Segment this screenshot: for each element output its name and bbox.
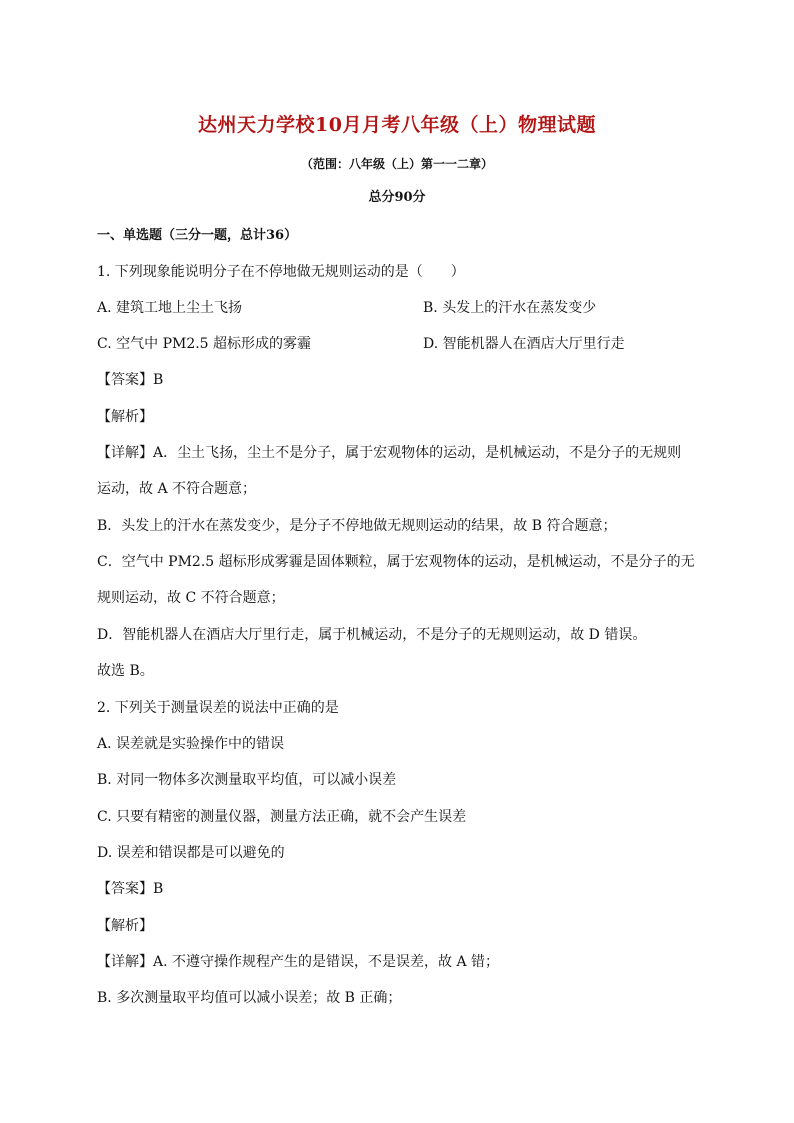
question-2-option-c: C. 只要有精密的测量仪器，测量方法正确，就不会产生误差 [97, 809, 467, 825]
question-1-detail-1: 【详解】A．尘土飞扬，尘土不是分子，属于宏观物体的运动，是机械运动，不是分子的无规则 [97, 445, 682, 461]
question-2-analysis-label: 【解析】 [97, 918, 153, 934]
question-1-option-c: C. 空气中 PM2.5 超标形成的雾霾 [97, 336, 312, 352]
question-1-option-d: D. 智能机器人在酒店大厅里行走 [423, 336, 625, 352]
question-1-analysis-label: 【解析】 [97, 409, 153, 425]
total-score: 总分90分 [368, 190, 426, 205]
question-1-detail-4: C．空气中 PM2.5 超标形成雾霾是固体颗粒，属于宏观物体的运动，是机械运动，不是分子的无 [97, 554, 695, 570]
question-1-detail-2: 运动，故 A 不符合题意； [97, 481, 257, 497]
question-2-stem: 2. 下列关于测量误差的说法中正确的是 [97, 700, 339, 716]
section-heading-single-choice: 一、单选题（三分一题，总计36） [97, 228, 298, 243]
exam-scope: （范围：八年级（上）第一一二章） [300, 157, 493, 171]
question-2-detail-1: 【详解】A. 不遵守操作规程产生的是错误，不是误差，故 A 错； [97, 954, 500, 970]
question-2-option-a: A. 误差就是实验操作中的错误 [97, 736, 285, 752]
question-1-detail-5: 规则运动，故 C 不符合题意； [97, 590, 285, 606]
question-2-option-d: D. 误差和错误都是可以避免的 [97, 845, 285, 861]
question-1-conclusion: 故选 B。 [97, 663, 154, 679]
question-1-detail-3: B．头发上的汗水在蒸发变少，是分子不停地做无规则运动的结果，故 B 符合题意； [97, 518, 617, 534]
question-1-stem: 1. 下列现象能说明分子在不停地做无规则运动的是（ ） [97, 264, 465, 280]
question-2-detail-2: B. 多次测量取平均值可以减小误差；故 B 正确； [97, 990, 402, 1006]
question-1-option-b: B. 头发上的汗水在蒸发变少 [423, 300, 597, 316]
question-1-option-a: A. 建筑工地上尘土飞扬 [97, 300, 243, 316]
question-2-option-b: B. 对同一物体多次测量取平均值，可以减小误差 [97, 772, 397, 788]
question-1-answer: 【答案】B [97, 372, 164, 388]
question-1-detail-6: D．智能机器人在酒店大厅里行走，属于机械运动，不是分子的无规则运动，故 D 错误。 [97, 627, 647, 643]
question-2-answer: 【答案】B [97, 881, 164, 897]
exam-title: 达州天力学校10月月考八年级（上）物理试题 [198, 114, 596, 136]
